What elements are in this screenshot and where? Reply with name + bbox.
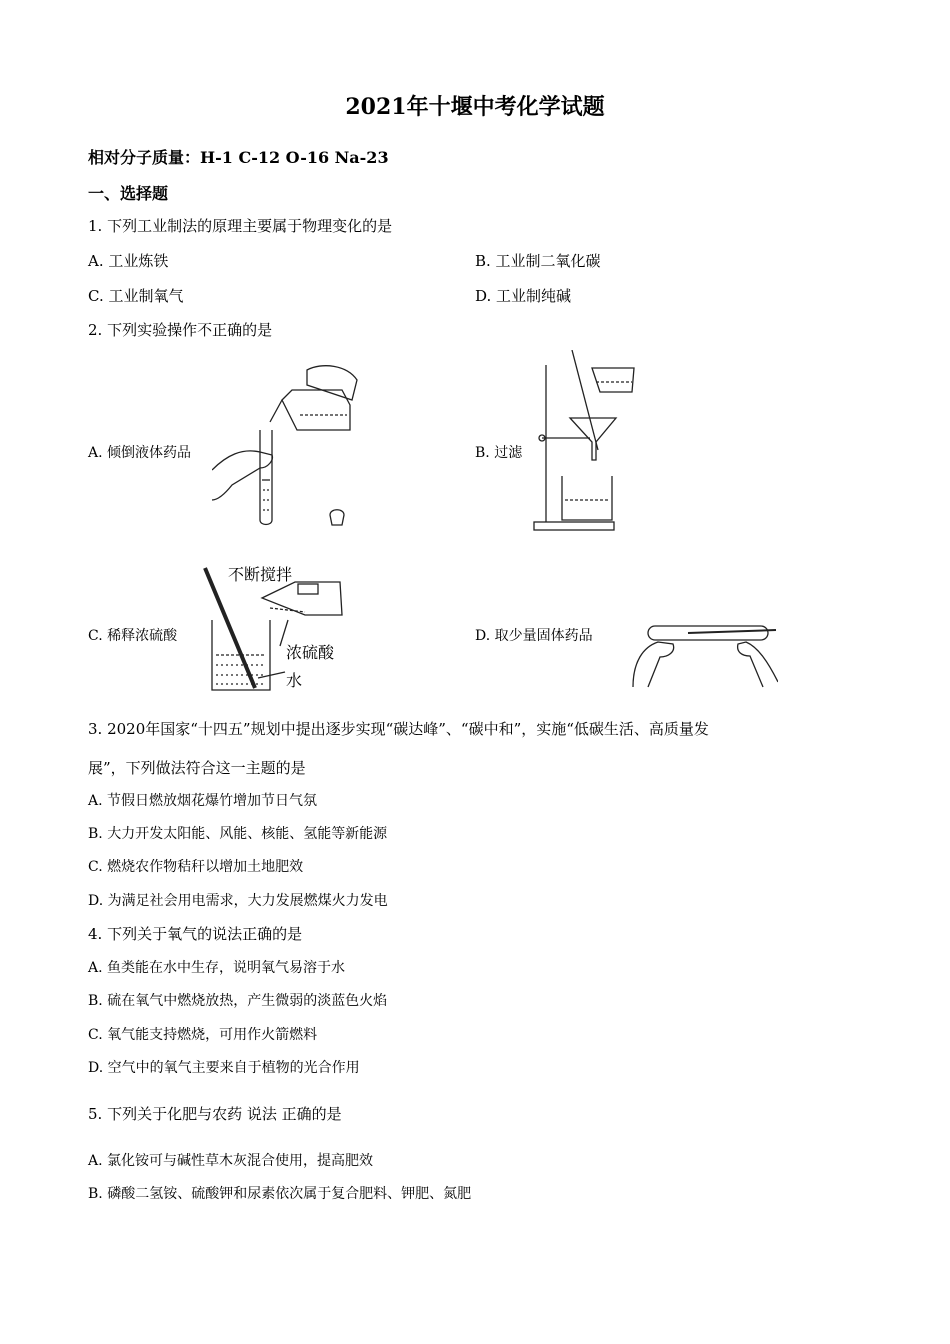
q3-option-d: D. 为满足社会用电需求，大力发展燃煤火力发电 — [88, 893, 388, 909]
page-title: 2021年十堰中考化学试题 — [345, 94, 605, 120]
q5-option-b: B. 磷酸二氢铵、硫酸钾和尿素依次属于复合肥料、钾肥、氮肥 — [88, 1186, 472, 1202]
q1-option-a: A. 工业炼铁 — [88, 252, 169, 270]
q1-stem: 1. 下列工业制法的原理主要属于物理变化的是 — [88, 217, 393, 235]
q3-option-b: B. 大力开发太阳能、风能、核能、氢能等新能源 — [88, 826, 388, 842]
q4-stem: 4. 下列关于氧气的说法正确的是 — [88, 925, 303, 943]
q5-stem: 5. 下列关于化肥与农药 说法 正确的是 — [88, 1105, 342, 1123]
figure-c-stir-label: 不断搅拌 — [228, 565, 293, 584]
q3-option-c: C. 燃烧农作物秸秆以增加土地肥效 — [88, 859, 304, 875]
q3-stem-line2: 展”，下列做法符合这一主题的是 — [88, 759, 306, 777]
q2-option-c: C. 稀释浓硫酸 — [88, 628, 178, 644]
molar-mass-line: 相对分子质量：H-1 C-12 O-16 Na-23 — [88, 148, 389, 167]
section-heading: 一、选择题 — [88, 184, 169, 203]
q2-option-a: A. 倾倒液体药品 — [88, 445, 192, 461]
q1-option-c: C. 工业制氧气 — [88, 287, 184, 305]
q3-stem-line1: 3. 2020年国家“十四五”规划中提出逐步实现“碳达峰”、“碳中和”，实施“低碳生活、高质量发 — [88, 720, 709, 738]
q1-option-d: D. 工业制纯碱 — [475, 287, 572, 305]
solid-reagent-figure — [628, 612, 778, 692]
q3-option-a: A. 节假日燃放烟花爆竹增加节日气氛 — [88, 793, 318, 809]
filtration-figure — [532, 350, 647, 535]
q5-option-a: A. 氯化铵可与碱性草木灰混合使用，提高肥效 — [88, 1153, 374, 1169]
q4-option-b: B. 硫在氧气中燃烧放热，产生微弱的淡蓝色火焰 — [88, 993, 388, 1009]
q4-option-d: D. 空气中的氧气主要来自于植物的光合作用 — [88, 1060, 360, 1076]
figure-c-water-label: 水 — [286, 671, 303, 690]
q2-stem: 2. 下列实验操作不正确的是 — [88, 321, 273, 339]
q4-option-a: A. 鱼类能在水中生存，说明氧气易溶于水 — [88, 960, 346, 976]
q2-option-b: B. 过滤 — [475, 445, 523, 461]
q4-option-c: C. 氧气能支持燃烧，可用作火箭燃料 — [88, 1027, 318, 1043]
q1-option-b: B. 工业制二氧化碳 — [475, 252, 601, 270]
pouring-liquid-figure — [212, 360, 362, 530]
q2-option-d: D. 取少量固体药品 — [475, 628, 593, 644]
figure-c-acid-label: 浓硫酸 — [286, 643, 335, 662]
